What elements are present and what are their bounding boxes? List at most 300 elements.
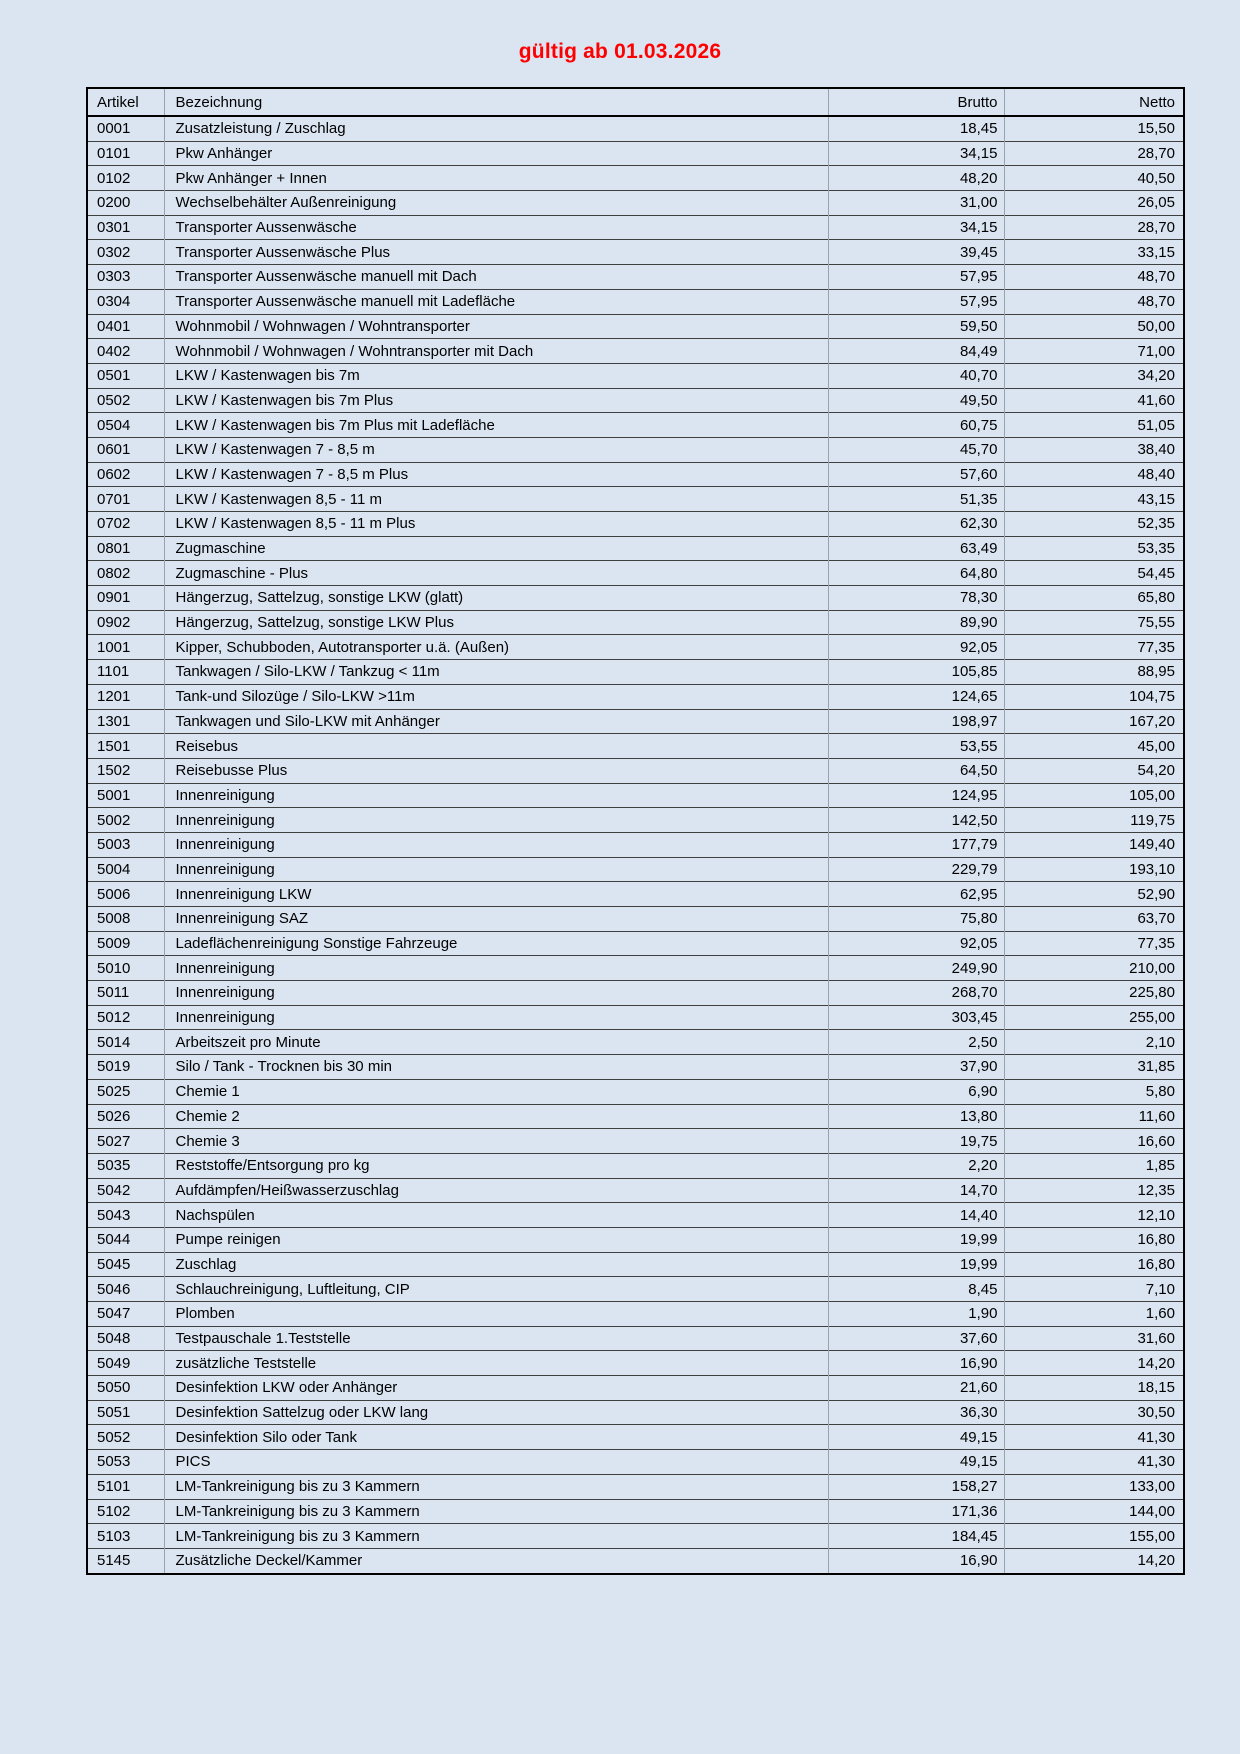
brutto-cell: 14,40 <box>828 1203 1004 1228</box>
netto-cell: 133,00 <box>1004 1474 1184 1499</box>
bezeichnung-cell: Pkw Anhänger <box>164 141 828 166</box>
table-row <box>87 437 1184 462</box>
artikel-cell: 5027 <box>87 1129 164 1154</box>
bezeichnung-cell: Nachspülen <box>164 1203 828 1228</box>
brutto-cell: 49,50 <box>828 388 1004 413</box>
table-row <box>87 610 1184 635</box>
netto-cell: 16,80 <box>1004 1252 1184 1277</box>
artikel-cell: 1101 <box>87 660 164 685</box>
col-header-artikel: Artikel <box>87 88 164 116</box>
netto-cell: 31,60 <box>1004 1326 1184 1351</box>
brutto-cell: 177,79 <box>828 832 1004 857</box>
bezeichnung-cell: Transporter Aussenwäsche Plus <box>164 240 828 265</box>
artikel-cell: 0101 <box>87 141 164 166</box>
bezeichnung-cell: Zuschlag <box>164 1252 828 1277</box>
table-row <box>87 709 1184 734</box>
bezeichnung-cell: Hängerzug, Sattelzug, sonstige LKW (glatt) <box>164 586 828 611</box>
brutto-cell: 63,49 <box>828 536 1004 561</box>
bezeichnung-cell: Tankwagen und Silo-LKW mit Anhänger <box>164 709 828 734</box>
table-row <box>87 1203 1184 1228</box>
artikel-cell: 5042 <box>87 1178 164 1203</box>
artikel-cell: 5019 <box>87 1055 164 1080</box>
brutto-cell: 59,50 <box>828 314 1004 339</box>
table-row <box>87 1178 1184 1203</box>
table-row <box>87 1400 1184 1425</box>
table-row <box>87 561 1184 586</box>
artikel-cell: 5035 <box>87 1153 164 1178</box>
artikel-cell: 0902 <box>87 610 164 635</box>
bezeichnung-cell: Hängerzug, Sattelzug, sonstige LKW Plus <box>164 610 828 635</box>
table-row <box>87 1326 1184 1351</box>
col-header-bezeichnung: Bezeichnung <box>164 88 828 116</box>
table-row <box>87 1129 1184 1154</box>
netto-cell: 45,00 <box>1004 734 1184 759</box>
artikel-cell: 0602 <box>87 462 164 487</box>
bezeichnung-cell: Wohnmobil / Wohnwagen / Wohntransporter mit Dach <box>164 339 828 364</box>
artikel-cell: 5025 <box>87 1079 164 1104</box>
artikel-cell: 5051 <box>87 1400 164 1425</box>
bezeichnung-cell: Innenreinigung <box>164 832 828 857</box>
bezeichnung-cell: Wechselbehälter Außenreinigung <box>164 191 828 216</box>
brutto-cell: 34,15 <box>828 141 1004 166</box>
netto-cell: 18,15 <box>1004 1376 1184 1401</box>
artikel-cell: 0001 <box>87 116 164 141</box>
netto-cell: 38,40 <box>1004 437 1184 462</box>
brutto-cell: 8,45 <box>828 1277 1004 1302</box>
table-row <box>87 1030 1184 1055</box>
artikel-cell: 5048 <box>87 1326 164 1351</box>
netto-cell: 1,85 <box>1004 1153 1184 1178</box>
brutto-cell: 49,15 <box>828 1450 1004 1475</box>
bezeichnung-cell: Wohnmobil / Wohnwagen / Wohntransporter <box>164 314 828 339</box>
artikel-cell: 0401 <box>87 314 164 339</box>
brutto-cell: 64,80 <box>828 561 1004 586</box>
brutto-cell: 105,85 <box>828 660 1004 685</box>
netto-cell: 5,80 <box>1004 1079 1184 1104</box>
table-row <box>87 191 1184 216</box>
bezeichnung-cell: Aufdämpfen/Heißwasserzuschlag <box>164 1178 828 1203</box>
netto-cell: 2,10 <box>1004 1030 1184 1055</box>
table-row <box>87 857 1184 882</box>
table-row <box>87 339 1184 364</box>
table-row <box>87 1277 1184 1302</box>
netto-cell: 88,95 <box>1004 660 1184 685</box>
table-row <box>87 981 1184 1006</box>
artikel-cell: 5045 <box>87 1252 164 1277</box>
table-row <box>87 1005 1184 1030</box>
brutto-cell: 142,50 <box>828 808 1004 833</box>
brutto-cell: 124,95 <box>828 783 1004 808</box>
netto-cell: 54,45 <box>1004 561 1184 586</box>
table-row <box>87 1425 1184 1450</box>
artikel-cell: 5101 <box>87 1474 164 1499</box>
brutto-cell: 13,80 <box>828 1104 1004 1129</box>
brutto-cell: 184,45 <box>828 1524 1004 1549</box>
bezeichnung-cell: Reisebusse Plus <box>164 758 828 783</box>
bezeichnung-cell: Chemie 1 <box>164 1079 828 1104</box>
table-row <box>87 907 1184 932</box>
table-row <box>87 240 1184 265</box>
netto-cell: 52,90 <box>1004 882 1184 907</box>
artikel-cell: 5103 <box>87 1524 164 1549</box>
brutto-cell: 48,20 <box>828 166 1004 191</box>
bezeichnung-cell: Transporter Aussenwäsche <box>164 215 828 240</box>
table-row <box>87 882 1184 907</box>
table-row <box>87 215 1184 240</box>
artikel-cell: 5046 <box>87 1277 164 1302</box>
table-row <box>87 116 1184 141</box>
bezeichnung-cell: Innenreinigung <box>164 808 828 833</box>
artikel-cell: 5014 <box>87 1030 164 1055</box>
table-row <box>87 141 1184 166</box>
bezeichnung-cell: LKW / Kastenwagen 8,5 - 11 m <box>164 487 828 512</box>
netto-cell: 155,00 <box>1004 1524 1184 1549</box>
artikel-cell: 0504 <box>87 413 164 438</box>
brutto-cell: 18,45 <box>828 116 1004 141</box>
table-row <box>87 832 1184 857</box>
table-row <box>87 1474 1184 1499</box>
brutto-cell: 62,95 <box>828 882 1004 907</box>
table-row <box>87 808 1184 833</box>
netto-cell: 1,60 <box>1004 1302 1184 1327</box>
netto-cell: 26,05 <box>1004 191 1184 216</box>
artikel-cell: 0801 <box>87 536 164 561</box>
netto-cell: 34,20 <box>1004 363 1184 388</box>
bezeichnung-cell: Tank-und Silozüge / Silo-LKW >11m <box>164 684 828 709</box>
table-row <box>87 734 1184 759</box>
artikel-cell: 0301 <box>87 215 164 240</box>
artikel-cell: 5047 <box>87 1302 164 1327</box>
bezeichnung-cell: Ladeflächenreinigung Sonstige Fahrzeuge <box>164 931 828 956</box>
netto-cell: 48,40 <box>1004 462 1184 487</box>
bezeichnung-cell: Desinfektion Sattelzug oder LKW lang <box>164 1400 828 1425</box>
netto-cell: 14,20 <box>1004 1351 1184 1376</box>
table-row <box>87 1079 1184 1104</box>
bezeichnung-cell: zusätzliche Teststelle <box>164 1351 828 1376</box>
brutto-cell: 92,05 <box>828 635 1004 660</box>
brutto-cell: 84,49 <box>828 339 1004 364</box>
netto-cell: 12,35 <box>1004 1178 1184 1203</box>
netto-cell: 12,10 <box>1004 1203 1184 1228</box>
bezeichnung-cell: Zusatzleistung / Zuschlag <box>175 120 346 138</box>
table-row <box>87 586 1184 611</box>
bezeichnung-cell: LKW / Kastenwagen bis 7m <box>164 363 828 388</box>
artikel-cell: 5012 <box>87 1005 164 1030</box>
artikel-cell: 0802 <box>87 561 164 586</box>
artikel-cell: 5002 <box>87 808 164 833</box>
table-row <box>87 487 1184 512</box>
artikel-cell: 5145 <box>87 1548 164 1573</box>
brutto-cell: 64,50 <box>828 758 1004 783</box>
bezeichnung-cell: Transporter Aussenwäsche manuell mit Dach <box>164 265 828 290</box>
netto-cell: 167,20 <box>1004 709 1184 734</box>
bezeichnung-cell: Silo / Tank - Trocknen bis 30 min <box>164 1055 828 1080</box>
bezeichnung-cell: Innenreinigung SAZ <box>164 907 828 932</box>
price-table-body <box>87 116 1184 1574</box>
artikel-cell: 0102 <box>87 166 164 191</box>
netto-cell: 255,00 <box>1004 1005 1184 1030</box>
artikel-cell: 0502 <box>87 388 164 413</box>
table-row <box>87 166 1184 191</box>
artikel-cell: 5026 <box>87 1104 164 1129</box>
netto-cell: 63,70 <box>1004 907 1184 932</box>
table-row <box>87 956 1184 981</box>
netto-cell: 41,30 <box>1004 1425 1184 1450</box>
table-row <box>87 1153 1184 1178</box>
table-row <box>87 783 1184 808</box>
netto-cell: 16,80 <box>1004 1227 1184 1252</box>
bezeichnung-cell: LKW / Kastenwagen 7 - 8,5 m <box>164 437 828 462</box>
bezeichnung-cell: LKW / Kastenwagen bis 7m Plus mit Ladefläche <box>164 413 828 438</box>
artikel-cell: 5009 <box>87 931 164 956</box>
netto-cell: 144,00 <box>1004 1499 1184 1524</box>
brutto-cell: 36,30 <box>828 1400 1004 1425</box>
artikel-cell: 0901 <box>87 586 164 611</box>
brutto-cell: 62,30 <box>828 512 1004 537</box>
bezeichnung-cell: Reststoffe/Entsorgung pro kg <box>164 1153 828 1178</box>
bezeichnung-cell: LKW / Kastenwagen 7 - 8,5 m Plus <box>164 462 828 487</box>
artikel-cell: 5003 <box>87 832 164 857</box>
netto-cell: 40,50 <box>1004 166 1184 191</box>
table-row <box>87 1376 1184 1401</box>
bezeichnung-cell: Kipper, Schubboden, Autotransporter u.ä. (Außen) <box>164 635 828 660</box>
header-row <box>87 88 1184 116</box>
netto-cell: 15,50 <box>1004 116 1184 141</box>
brutto-cell: 19,99 <box>828 1252 1004 1277</box>
bezeichnung-cell: Chemie 3 <box>164 1129 828 1154</box>
col-header-brutto: Brutto <box>828 88 1004 116</box>
netto-cell: 71,00 <box>1004 339 1184 364</box>
bezeichnung-cell: Reisebus <box>164 734 828 759</box>
bezeichnung-cell: Pkw Anhänger + Innen <box>164 166 828 191</box>
brutto-cell: 2,50 <box>828 1030 1004 1055</box>
table-row <box>87 1351 1184 1376</box>
artikel-cell: 0702 <box>87 512 164 537</box>
price-table-header <box>87 88 1184 116</box>
brutto-cell: 2,20 <box>828 1153 1004 1178</box>
brutto-cell: 198,97 <box>828 709 1004 734</box>
bezeichnung-cell: LM-Tankreinigung bis zu 3 Kammern <box>164 1474 828 1499</box>
bezeichnung-cell: Innenreinigung LKW <box>164 882 828 907</box>
table-row <box>87 1450 1184 1475</box>
netto-cell: 31,85 <box>1004 1055 1184 1080</box>
artikel-cell: 1001 <box>87 635 164 660</box>
table-row <box>87 462 1184 487</box>
netto-cell: 119,75 <box>1004 808 1184 833</box>
artikel-cell: 0701 <box>87 487 164 512</box>
artikel-cell: 1301 <box>87 709 164 734</box>
artikel-cell: 5010 <box>87 956 164 981</box>
artikel-cell: 0402 <box>87 339 164 364</box>
table-row <box>87 1055 1184 1080</box>
brutto-cell: 57,60 <box>828 462 1004 487</box>
netto-cell: 104,75 <box>1004 684 1184 709</box>
artikel-cell: 5044 <box>87 1227 164 1252</box>
netto-cell: 53,35 <box>1004 536 1184 561</box>
artikel-cell: 5050 <box>87 1376 164 1401</box>
brutto-cell: 14,70 <box>828 1178 1004 1203</box>
brutto-cell: 49,15 <box>828 1425 1004 1450</box>
brutto-cell: 57,95 <box>828 265 1004 290</box>
brutto-cell: 31,00 <box>828 191 1004 216</box>
artikel-cell: 0501 <box>87 363 164 388</box>
artikel-cell: 0601 <box>87 437 164 462</box>
brutto-cell: 171,36 <box>828 1499 1004 1524</box>
bezeichnung-cell: Tankwagen / Silo-LKW / Tankzug < 11m <box>164 660 828 685</box>
bezeichnung-cell: Arbeitszeit pro Minute <box>164 1030 828 1055</box>
netto-cell: 210,00 <box>1004 956 1184 981</box>
bezeichnung-cell: Schlauchreinigung, Luftleitung, CIP <box>164 1277 828 1302</box>
brutto-cell: 57,95 <box>828 289 1004 314</box>
netto-cell: 11,60 <box>1004 1104 1184 1129</box>
artikel-cell: 1502 <box>87 758 164 783</box>
netto-cell: 50,00 <box>1004 314 1184 339</box>
table-row <box>87 1252 1184 1277</box>
brutto-cell: 16,90 <box>828 1351 1004 1376</box>
artikel-cell: 5006 <box>87 882 164 907</box>
brutto-cell: 268,70 <box>828 981 1004 1006</box>
netto-cell: 30,50 <box>1004 1400 1184 1425</box>
table-row <box>87 1499 1184 1524</box>
brutto-cell: 40,70 <box>828 363 1004 388</box>
netto-cell: 43,15 <box>1004 487 1184 512</box>
artikel-cell: 1501 <box>87 734 164 759</box>
netto-cell: 28,70 <box>1004 141 1184 166</box>
brutto-cell: 1,90 <box>828 1302 1004 1327</box>
table-row <box>87 635 1184 660</box>
netto-cell: 28,70 <box>1004 215 1184 240</box>
netto-cell: 52,35 <box>1004 512 1184 537</box>
bezeichnung-cell: Transporter Aussenwäsche manuell mit Ladefläche <box>164 289 828 314</box>
brutto-cell: 53,55 <box>828 734 1004 759</box>
netto-cell: 51,05 <box>1004 413 1184 438</box>
brutto-cell: 37,60 <box>828 1326 1004 1351</box>
table-row <box>87 758 1184 783</box>
bezeichnung-cell: Innenreinigung <box>164 981 828 1006</box>
bezeichnung-cell: LM-Tankreinigung bis zu 3 Kammern <box>164 1524 828 1549</box>
bezeichnung-cell: LM-Tankreinigung bis zu 3 Kammern <box>164 1499 828 1524</box>
netto-cell: 77,35 <box>1004 931 1184 956</box>
table-row <box>87 536 1184 561</box>
page-title: gültig ab 01.03.2026 <box>518 40 722 63</box>
netto-cell: 77,35 <box>1004 635 1184 660</box>
table-row <box>87 413 1184 438</box>
table-row <box>87 363 1184 388</box>
artikel-cell: 5043 <box>87 1203 164 1228</box>
brutto-cell: 158,27 <box>828 1474 1004 1499</box>
brutto-cell: 60,75 <box>828 413 1004 438</box>
brutto-cell: 89,90 <box>828 610 1004 635</box>
table-row <box>87 684 1184 709</box>
artikel-cell: 0303 <box>87 265 164 290</box>
table-row <box>87 1227 1184 1252</box>
table-row <box>87 1524 1184 1549</box>
bezeichnung-cell: Desinfektion Silo oder Tank <box>164 1425 828 1450</box>
brutto-cell: 34,15 <box>828 215 1004 240</box>
bezeichnung-cell: Innenreinigung <box>164 956 828 981</box>
brutto-cell: 39,45 <box>828 240 1004 265</box>
brutto-cell: 51,35 <box>828 487 1004 512</box>
brutto-cell: 75,80 <box>828 907 1004 932</box>
brutto-cell: 16,90 <box>828 1548 1004 1573</box>
bezeichnung-cell: Innenreinigung <box>164 857 828 882</box>
bezeichnung-cell: PICS <box>164 1450 828 1475</box>
netto-cell: 41,30 <box>1004 1450 1184 1475</box>
netto-cell: 149,40 <box>1004 832 1184 857</box>
artikel-cell: 0304 <box>87 289 164 314</box>
netto-cell: 193,10 <box>1004 857 1184 882</box>
brutto-cell: 6,90 <box>828 1079 1004 1104</box>
table-row <box>87 1302 1184 1327</box>
table-row <box>87 512 1184 537</box>
bezeichnung-cell: Zugmaschine <box>164 536 828 561</box>
artikel-cell: 5001 <box>87 783 164 808</box>
bezeichnung-cell: Innenreinigung <box>164 783 828 808</box>
brutto-cell: 21,60 <box>828 1376 1004 1401</box>
netto-cell: 41,60 <box>1004 388 1184 413</box>
brutto-cell: 19,75 <box>828 1129 1004 1154</box>
artikel-cell: 5052 <box>87 1425 164 1450</box>
bezeichnung-cell: LKW / Kastenwagen 8,5 - 11 m Plus <box>164 512 828 537</box>
brutto-cell: 92,05 <box>828 931 1004 956</box>
artikel-cell: 0302 <box>87 240 164 265</box>
bezeichnung-cell: Chemie 2 <box>164 1104 828 1129</box>
netto-cell: 48,70 <box>1004 265 1184 290</box>
artikel-cell: 5008 <box>87 907 164 932</box>
netto-cell: 65,80 <box>1004 586 1184 611</box>
brutto-cell: 303,45 <box>828 1005 1004 1030</box>
brutto-cell: 229,79 <box>828 857 1004 882</box>
bezeichnung-cell: Desinfektion LKW oder Anhänger <box>164 1376 828 1401</box>
netto-cell: 48,70 <box>1004 289 1184 314</box>
table-row <box>87 1548 1184 1573</box>
bezeichnung-cell: Pumpe reinigen <box>164 1227 828 1252</box>
netto-cell: 7,10 <box>1004 1277 1184 1302</box>
price-table <box>86 87 1185 1575</box>
netto-cell: 33,15 <box>1004 240 1184 265</box>
table-row <box>87 289 1184 314</box>
table-row <box>87 314 1184 339</box>
bezeichnung-cell: Zugmaschine - Plus <box>164 561 828 586</box>
brutto-cell: 249,90 <box>828 956 1004 981</box>
bezeichnung-cell: Testpauschale 1.Teststelle <box>164 1326 828 1351</box>
brutto-cell: 124,65 <box>828 684 1004 709</box>
bezeichnung-cell: Plomben <box>164 1302 828 1327</box>
table-row <box>87 1104 1184 1129</box>
netto-cell: 105,00 <box>1004 783 1184 808</box>
table-row <box>87 660 1184 685</box>
netto-cell: 14,20 <box>1004 1548 1184 1573</box>
brutto-cell: 45,70 <box>828 437 1004 462</box>
brutto-cell: 37,90 <box>828 1055 1004 1080</box>
artikel-cell: 5004 <box>87 857 164 882</box>
table-row <box>87 265 1184 290</box>
col-header-netto: Netto <box>1004 88 1184 116</box>
brutto-cell: 78,30 <box>828 586 1004 611</box>
artikel-cell: 0200 <box>87 191 164 216</box>
netto-cell: 16,60 <box>1004 1129 1184 1154</box>
artikel-cell: 5102 <box>87 1499 164 1524</box>
artikel-cell: 1201 <box>87 684 164 709</box>
artikel-cell: 5011 <box>87 981 164 1006</box>
netto-cell: 75,55 <box>1004 610 1184 635</box>
bezeichnung-cell: LKW / Kastenwagen bis 7m Plus <box>164 388 828 413</box>
artikel-cell: 5049 <box>87 1351 164 1376</box>
netto-cell: 225,80 <box>1004 981 1184 1006</box>
bezeichnung-cell: Innenreinigung <box>164 1005 828 1030</box>
table-row <box>87 388 1184 413</box>
bezeichnung-cell: Zusätzliche Deckel/Kammer <box>164 1548 828 1573</box>
